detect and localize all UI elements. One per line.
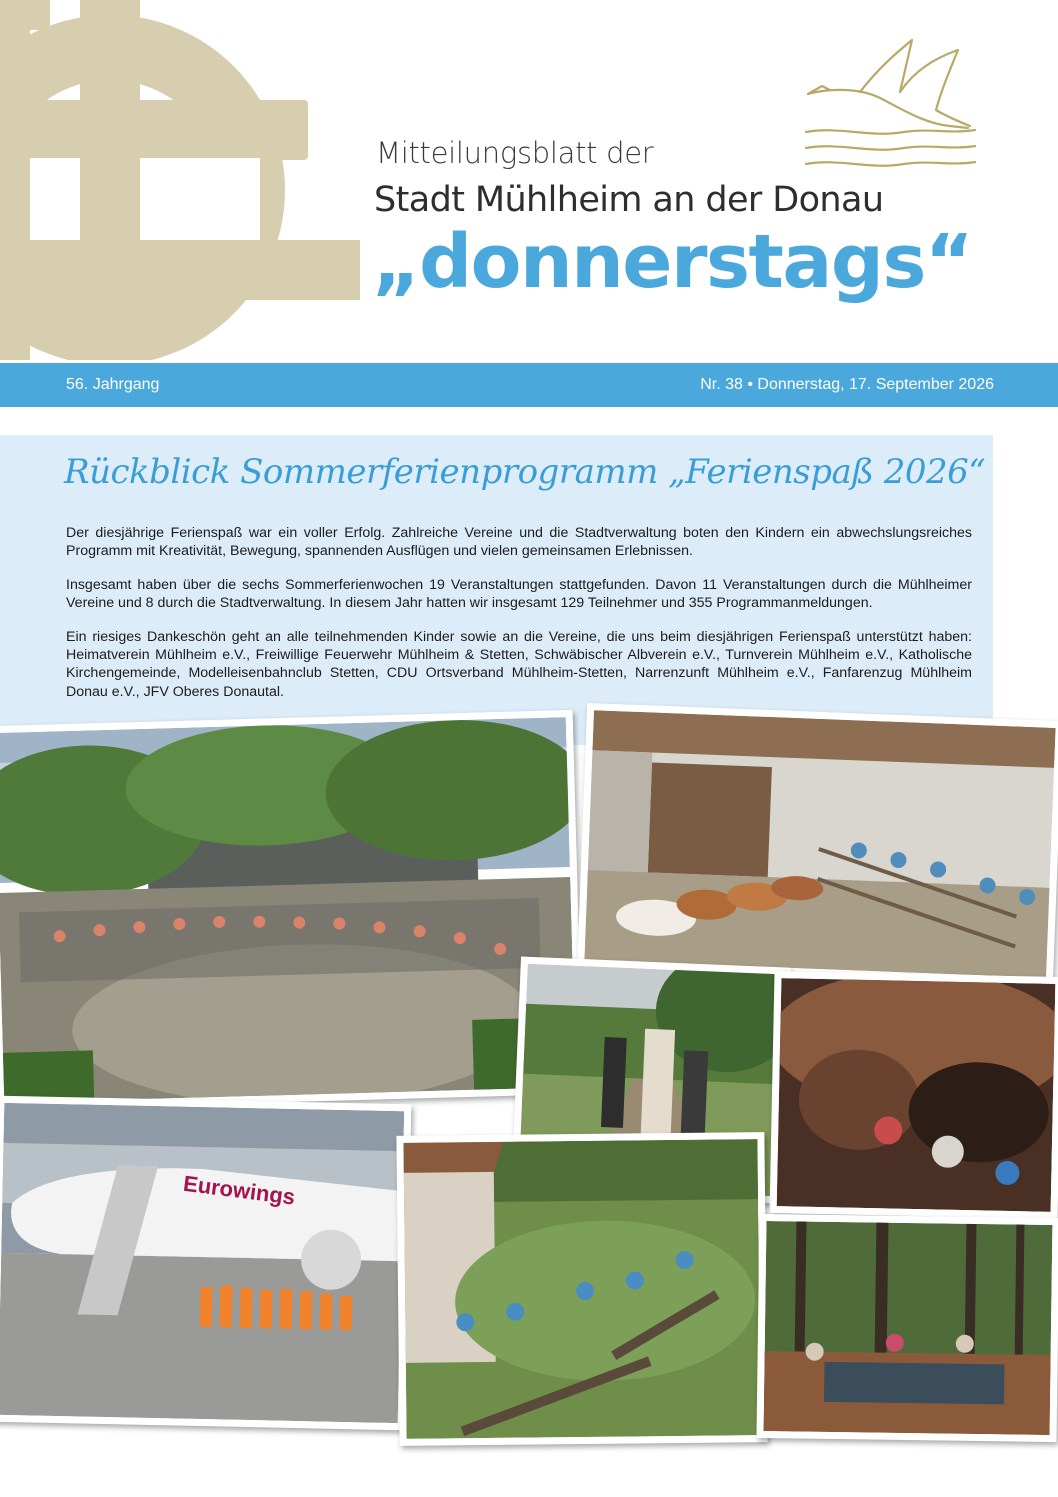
issue-label: Nr. 38 • Donnerstag, 17. September 2026 [700,376,994,393]
volume-label: 56. Jahrgang [66,376,160,393]
article-paragraph: Insgesamt haben über die sechs Sommerferienwochen 19 Veranstaltungen stattgefunden. Davon 11 Veranstaltungen durch die Mühlheimer Vereine und 8 durch die Stadtverwaltung. In diesem Jahr hatten wir insgesamt 129 Teilnehmer und 355 Programmanmeldungen. [66,576,972,612]
masthead-subtitle: Mitteilungsblatt der [376,136,654,170]
mill-wheel-logo [0,0,360,360]
masthead-title: „donnerstags“ [372,219,972,305]
photo-cave [769,971,1058,1219]
photo-calves-barn [577,703,1058,985]
photo-group-outdoor [0,710,583,1110]
article-paragraph: Der diesjährige Ferienspaß war ein voller Erfolg. Zahlreiche Vereine und die Stadtverwaltung boten den Kindern ein abwechslungsreiches Programm mit Kreativität, Bewegung, spannenden Ausflügen und vielen gemeinsamen Erlebnissen. [66,525,972,560]
masthead-city: Stadt Mühlheim an der Donau [374,180,884,220]
bird-logo [800,36,980,176]
article-paragraph: Ein riesiges Dankeschön geht an alle teilnehmenden Kinder sowie an die Vereine, die uns beim diesjährigen Ferienspaß unterstützt haben: Heimatverein Mühlheim e.V., Freiwillige Feuerwehr Mühlheim & Stetten, Schwäbischer Albverein e.V., Turnverein Mühlheim e.V., Katholische Kirchengemeinde, Modelleisenbahnclub Stetten, CDU Ortsverband Mühlheim-Stetten, Narrenzunft Mühlheim e.V., Fanfarenzug Mühlheim Donau e.V., JFV Oberes Donautal. [66,628,972,700]
airplane-logo-text: Eurowings [181,1170,297,1210]
article-headline: Rückblick Sommerferienprogramm „Ferienspaß 2026“ [64,452,986,492]
article-body [66,524,972,716]
photo-forest-golf [756,1214,1058,1442]
photo-chapel-meadow [396,1132,767,1446]
photo-airplane [0,1096,411,1431]
